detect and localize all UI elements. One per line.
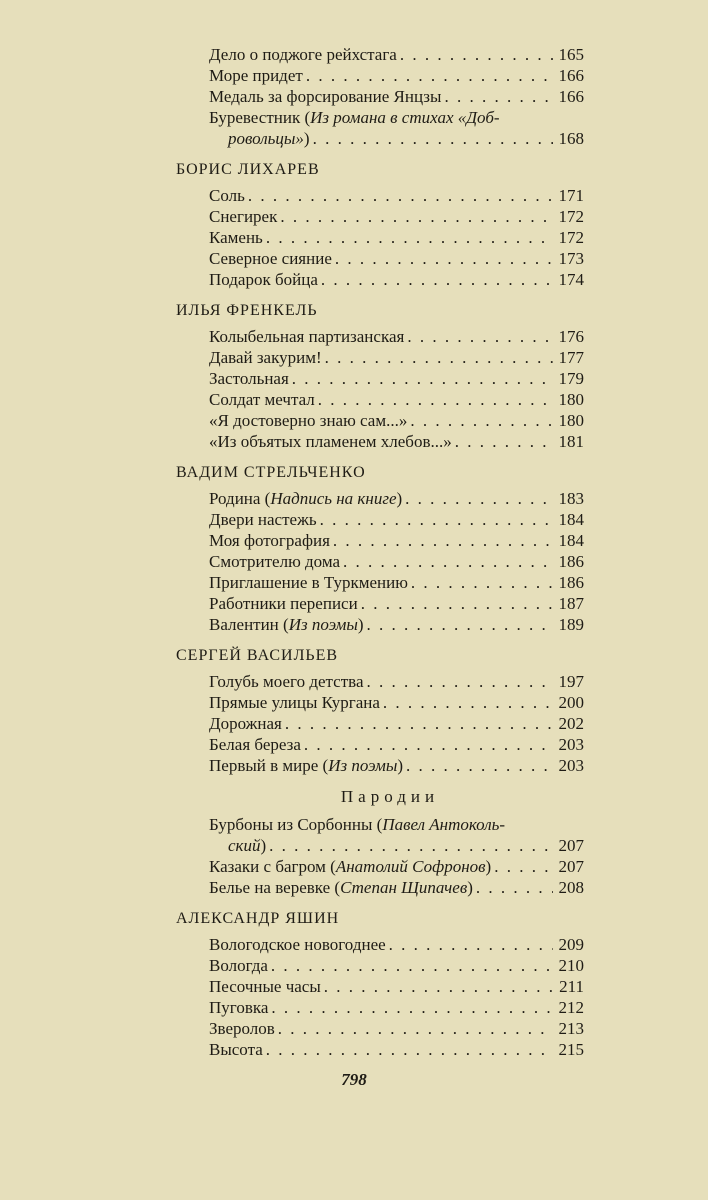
entry-title: Голубь моего детства (209, 672, 364, 691)
toc-entry (176, 755, 584, 776)
dot-leader (278, 1018, 553, 1039)
entry-title: Приглашение в Туркмению (209, 573, 408, 592)
entry-title: Казаки с багром (Анатолий Софронов) (209, 857, 492, 876)
toc-entry (176, 671, 584, 692)
entry-title: Вологодское новогоднее (209, 935, 386, 954)
entry-title: Море придет (209, 66, 303, 85)
table-of-contents (176, 44, 584, 1060)
dot-leader (321, 269, 553, 290)
dot-leader (455, 431, 553, 452)
entry-title: «Я достоверно знаю сам...» (209, 411, 408, 430)
dot-leader (320, 509, 553, 530)
author-heading: БОРИС ЛИХАРЕВ (176, 161, 320, 178)
toc-entry (176, 955, 584, 976)
toc-entry (176, 488, 584, 509)
dot-leader (494, 856, 553, 877)
parodies-heading: Пародии (340, 787, 440, 806)
entry-page: 179 (558, 369, 584, 388)
dot-leader (407, 326, 553, 347)
dot-leader (410, 410, 553, 431)
toc-entry (176, 1039, 584, 1060)
dot-leader (367, 671, 554, 692)
author-heading: СЕРГЕЙ ВАСИЛЬЕВ (176, 647, 339, 664)
entry-page: 174 (558, 270, 584, 289)
toc-entry (176, 44, 584, 65)
entry-page: 187 (558, 594, 584, 613)
dot-leader (266, 227, 553, 248)
entry-page: 213 (558, 1019, 584, 1038)
toc-entry (176, 997, 584, 1018)
dot-leader (411, 572, 553, 593)
entry-title: Солдат мечтал (209, 390, 315, 409)
page-number: 798 (341, 1070, 367, 1089)
entry-title: Камень (209, 228, 263, 247)
entry-title: Валентин (Из поэмы) (209, 615, 364, 634)
entry-title: Дорожная (209, 714, 282, 733)
entry-page: 172 (558, 228, 584, 247)
toc-entry-line2: ский) . . . 207 (176, 835, 584, 856)
entry-page: 180 (558, 390, 584, 409)
toc-entry (176, 227, 584, 248)
toc-entry (176, 185, 584, 206)
entry-page: 180 (558, 411, 584, 430)
toc-entry (176, 431, 584, 452)
toc-entry (176, 856, 584, 877)
dot-leader (406, 755, 553, 776)
entry-page: 173 (558, 249, 584, 268)
dot-leader (343, 551, 553, 572)
entry-page: 176 (558, 327, 584, 346)
entry-page: 207 (558, 857, 584, 876)
entry-page: 203 (558, 735, 584, 754)
entry-title: Колыбельная партизанская (209, 327, 405, 346)
toc-entry (176, 389, 584, 410)
entry-page: 200 (558, 693, 584, 712)
entry-title: Застольная (209, 369, 289, 388)
author-heading: ВАДИМ СТРЕЛЬЧЕНКО (176, 464, 366, 481)
toc-entry (176, 877, 584, 898)
dot-leader (383, 692, 553, 713)
entry-title: Соль (209, 186, 245, 205)
toc-entry-line1: Бурбоны из Сорбонны (Павел Антоколь- (209, 815, 506, 834)
toc-entry (176, 248, 584, 269)
toc-entry (176, 572, 584, 593)
dot-leader (304, 734, 553, 755)
toc-entry (176, 347, 584, 368)
entry-page: 171 (558, 186, 584, 205)
entry-page: 208 (558, 878, 584, 897)
toc-entry (176, 410, 584, 431)
entry-page: 212 (558, 998, 584, 1017)
dot-leader (318, 389, 553, 410)
author-heading: АЛЕКСАНДР ЯШИН (176, 910, 340, 927)
entry-page: 184 (558, 510, 584, 529)
entry-title: Подарок бойца (209, 270, 318, 289)
dot-leader (285, 713, 553, 734)
entry-title: Песочные часы (209, 977, 321, 996)
entry-title: Давай закурим! (209, 348, 322, 367)
entry-title: Зверолов (209, 1019, 275, 1038)
entry-title: Вологда (209, 956, 268, 975)
entry-title: Медаль за форсирование Янцзы (209, 87, 442, 106)
dot-leader (325, 347, 553, 368)
entry-page: 177 (558, 348, 584, 367)
entry-title: Работники переписи (209, 594, 358, 613)
entry-page: 189 (558, 615, 584, 634)
entry-title: Северное сияние (209, 249, 332, 268)
dot-leader (280, 206, 553, 227)
toc-entry-line1: Буревестник (Из романа в стихах «Доб- (209, 108, 500, 127)
dot-leader (333, 530, 553, 551)
entry-page: 215 (558, 1040, 584, 1059)
entry-page: 183 (558, 489, 584, 508)
toc-entry (176, 551, 584, 572)
entry-page: 210 (558, 956, 584, 975)
entry-page: 186 (558, 552, 584, 571)
toc-entry (176, 614, 584, 635)
toc-entry (176, 713, 584, 734)
dot-leader (266, 1039, 553, 1060)
entry-title: «Из объятых пламенем хлебов...» (209, 432, 452, 451)
toc-entry (176, 509, 584, 530)
entry-title: Родина (Надпись на книге) (209, 489, 403, 508)
entry-page: 172 (558, 207, 584, 226)
toc-entry (176, 530, 584, 551)
entry-title: Высота (209, 1040, 263, 1059)
toc-entry (176, 368, 584, 389)
entry-title: Пуговка (209, 998, 269, 1017)
entry-title: Белье на веревке (Степан Щипачев) (209, 878, 473, 897)
toc-entry (176, 976, 584, 997)
toc-entry (176, 1018, 584, 1039)
entry-page: 207 (558, 836, 584, 855)
dot-leader (444, 86, 553, 107)
toc-entry (176, 269, 584, 290)
dot-leader (389, 934, 553, 955)
dot-leader (476, 877, 553, 898)
toc-entry-line2: ровольцы») . . . 168 (176, 128, 584, 149)
entry-page: 166 (558, 87, 584, 106)
dot-leader (271, 955, 553, 976)
entry-title: Моя фотография (209, 531, 330, 550)
toc-entry (176, 692, 584, 713)
entry-page: 211 (559, 977, 584, 996)
entry-page: 184 (558, 531, 584, 550)
toc-entry (176, 65, 584, 86)
author-heading: ИЛЬЯ ФРЕНКЕЛЬ (176, 302, 318, 319)
dot-leader (405, 488, 553, 509)
entry-title: Первый в мире (Из поэмы) (209, 756, 404, 775)
entry-title: Дело о поджоге рейхстага (209, 45, 397, 64)
entry-page: 202 (558, 714, 584, 733)
entry-page: 165 (558, 45, 584, 64)
dot-leader (271, 997, 553, 1018)
entry-title: Смотрителю дома (209, 552, 341, 571)
dot-leader (292, 368, 553, 389)
toc-entry (176, 934, 584, 955)
entry-page: 166 (558, 66, 584, 85)
entry-page: 197 (558, 672, 584, 691)
entry-title: Двери настежь (209, 510, 317, 529)
toc-entry (176, 86, 584, 107)
dot-leader (400, 44, 553, 65)
entry-page: 181 (558, 432, 584, 451)
entry-page: 186 (558, 573, 584, 592)
dot-leader (361, 593, 553, 614)
dot-leader (324, 976, 553, 997)
toc-entry (176, 593, 584, 614)
dot-leader (306, 65, 553, 86)
entry-title: Снегирек (209, 207, 278, 226)
dot-leader (248, 185, 553, 206)
dot-leader (335, 248, 553, 269)
entry-page: 168 (558, 129, 584, 148)
toc-entry (176, 734, 584, 755)
toc-entry (176, 326, 584, 347)
entry-page: 203 (558, 756, 584, 775)
entry-title: Белая береза (209, 735, 301, 754)
toc-entry (176, 206, 584, 227)
dot-leader (367, 614, 553, 635)
entry-page: 209 (558, 935, 584, 954)
entry-title: Прямые улицы Кургана (209, 693, 380, 712)
